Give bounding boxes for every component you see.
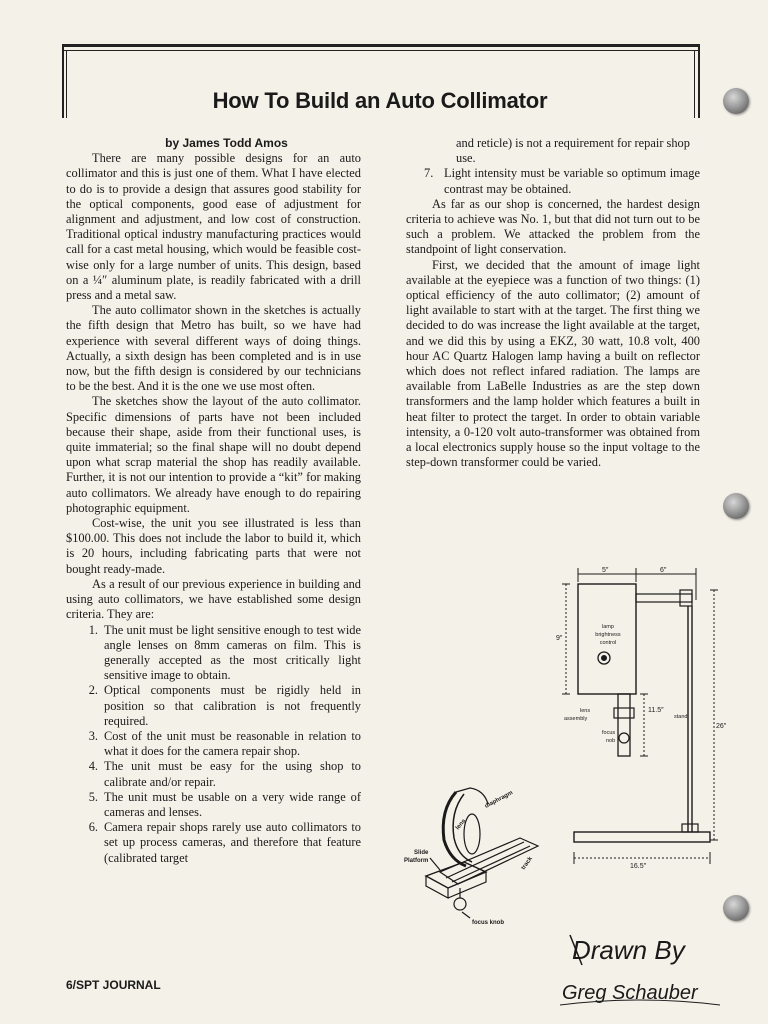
label-stand: stand — [674, 714, 688, 720]
lens-barrel — [464, 814, 480, 854]
header-frame-left-rule — [62, 44, 64, 118]
byline: by James Todd Amos — [165, 136, 288, 150]
signature-drawn-by: Drawn By — [572, 935, 685, 965]
label-lens-detail: lens — [454, 818, 468, 832]
dimension-label-9in: 9″ — [556, 635, 563, 642]
slide-platform-detail-sketch — [400, 780, 560, 930]
header-frame-inner-rule — [62, 50, 700, 51]
artist-signature — [560, 925, 730, 1020]
label-focus-knob: focus knob — [472, 920, 505, 926]
right-column — [406, 136, 700, 470]
criterion-item: 3. Cost of the unit must be reasonable in relation to what it does for the camera repair shop. — [88, 728, 361, 759]
dimension-label-5in: 5″ — [602, 567, 609, 574]
criterion-item: 5. The unit must be usable on a very wide range of cameras and lenses. — [88, 789, 361, 819]
dimension-label-11-5in: 11.5″ — [648, 707, 664, 714]
header-frame-left-inner-rule — [66, 50, 67, 118]
label-focus: focus — [602, 730, 616, 736]
article-title: How To Build an Auto Collimator — [212, 88, 548, 113]
dimension-label-16-5in: 16.5″ — [630, 863, 647, 870]
paragraph-fifth-design: The auto collimator shown in the sketches is actually the fifth design that Metro has built, so we have had experience with several different ways of doing things. Actually, a sixth design has been completed and is in use now, but the fifth design is considered by our technicians to be the best. And it is the one we use most often. — [66, 303, 361, 394]
criterion-item: 2. Optical components must be rigidly held in position so that calibration is not frequently required. — [88, 683, 361, 728]
criterion-item: 1. The unit must be light sensitive enough to test wide angle lenses on 8mm cameras on film. This is generally accepted as the most critically light sensitive image to obtain. — [88, 622, 361, 683]
label-diaphragm: diaphragm — [484, 790, 515, 810]
label-assembly: assembly — [564, 716, 588, 722]
focus-knob-detail — [454, 898, 466, 910]
auto-collimator-elevation-sketch — [556, 560, 726, 880]
label-lamp: lamp — [602, 624, 614, 630]
label-control: control — [599, 640, 617, 646]
focus-knob — [619, 733, 629, 743]
label-knob: nob — [606, 738, 616, 744]
page-footer: 6/SPT JOURNAL — [66, 978, 161, 992]
paragraph-light-source: First, we decided that the amount of image light available at the eyepiece was a function of two things: (1) optical efficiency of the auto collimator; (2) amount of light available to start with at the target. The first thing we decided to do was increase the light available at the target, and we did this by using a EKZ, 30 watt, 10.8 volt, 400 hour AC Quartz Halogen lamp having a built on reflector which does not reflect infared radiation. The lamps are available from LaBelle Industries as are the step down transformers and the lamp holder which features a built in heat filter to protect the target. In order to obtain variable intensity, a 0-120 volt auto-transformer was obtained from a local electronics supply house so the input voltage to the step-down transformer could be varied. — [406, 257, 700, 470]
paragraph-hardest-criteria: As far as our shop is concerned, the hardest design criteria to achieve was No. 1, but that did not turn out to be such a problem. We attacked the problem from the standpoint of light conservation. — [406, 196, 700, 257]
header-frame-top-rule — [62, 44, 700, 47]
punch-hole-middle — [723, 493, 749, 519]
label-lens: lens — [580, 708, 591, 714]
label-platform: Platform — [404, 858, 429, 864]
left-column — [66, 136, 361, 866]
criterion-item: 4. The unit must be easy for the using shop to calibrate and/or repair. — [88, 759, 361, 789]
paragraph-criteria-intro: As a result of our previous experience in building and using auto collimators, we have established some design criteria. They are: — [66, 576, 361, 622]
track — [440, 838, 538, 884]
paragraph-intro: There are many possible designs for an auto collimator and this is just one of them. What I have elected to do is to provide a design that assures good stability for the optical components, good ease of adjustment for alignment and adjustment, and low cost of construction. Traditional optical industry manufacturing practices would call for a cast metal housing, which would be feasible cost-wise only for a large number of units. This design, based on a ¼″ aluminum plate, is readily fabricated with a drill press and a metal saw. — [66, 151, 361, 303]
paragraph-cost: Cost-wise, the unit you see illustrated is less than $100.00. This does not include the labor to build it, which is 20 hours, including fabricating parts that were not bought ready-made. — [66, 516, 361, 576]
header-frame-right-inner-rule — [694, 50, 695, 118]
paragraph-sketches: The sketches show the layout of the auto collimator. Specific dimensions of parts have not been included because their shape, aside from their functional uses, is quite immaterial; so the final shape will no doubt depend upon what scrap material the shop has readily available. Further, it is not our intention to provide a “kit” for making auto collimators. We already have enough to do repairing photographic equipment. — [66, 394, 361, 515]
criterion-item: 6. Camera repair shops rarely use auto collimators to set up process cameras, and therefore that feature (calibrated target — [88, 820, 361, 865]
design-criteria-list — [66, 623, 361, 866]
lamp-housing — [578, 584, 636, 694]
dimension-label-26in: 26″ — [716, 723, 726, 730]
base-plate — [574, 832, 710, 842]
punch-hole-top — [723, 88, 749, 114]
criterion-6-continuation: and reticle) is not a requirement for repair shop use. — [456, 136, 690, 166]
criterion-item: 7. Light intensity must be variable so optimum image contrast may be obtained. — [424, 166, 700, 196]
support-arm — [636, 594, 692, 602]
label-slide: Slide — [414, 850, 429, 856]
dimension-label-6in: 6″ — [660, 567, 667, 574]
punch-hole-bottom — [723, 895, 749, 921]
label-track: track — [520, 855, 534, 872]
signature-name: Greg Schauber — [562, 982, 698, 1004]
label-brightness: brightness — [595, 632, 621, 638]
lens-assembly-tube — [618, 694, 630, 756]
header-frame-right-rule — [698, 44, 700, 118]
